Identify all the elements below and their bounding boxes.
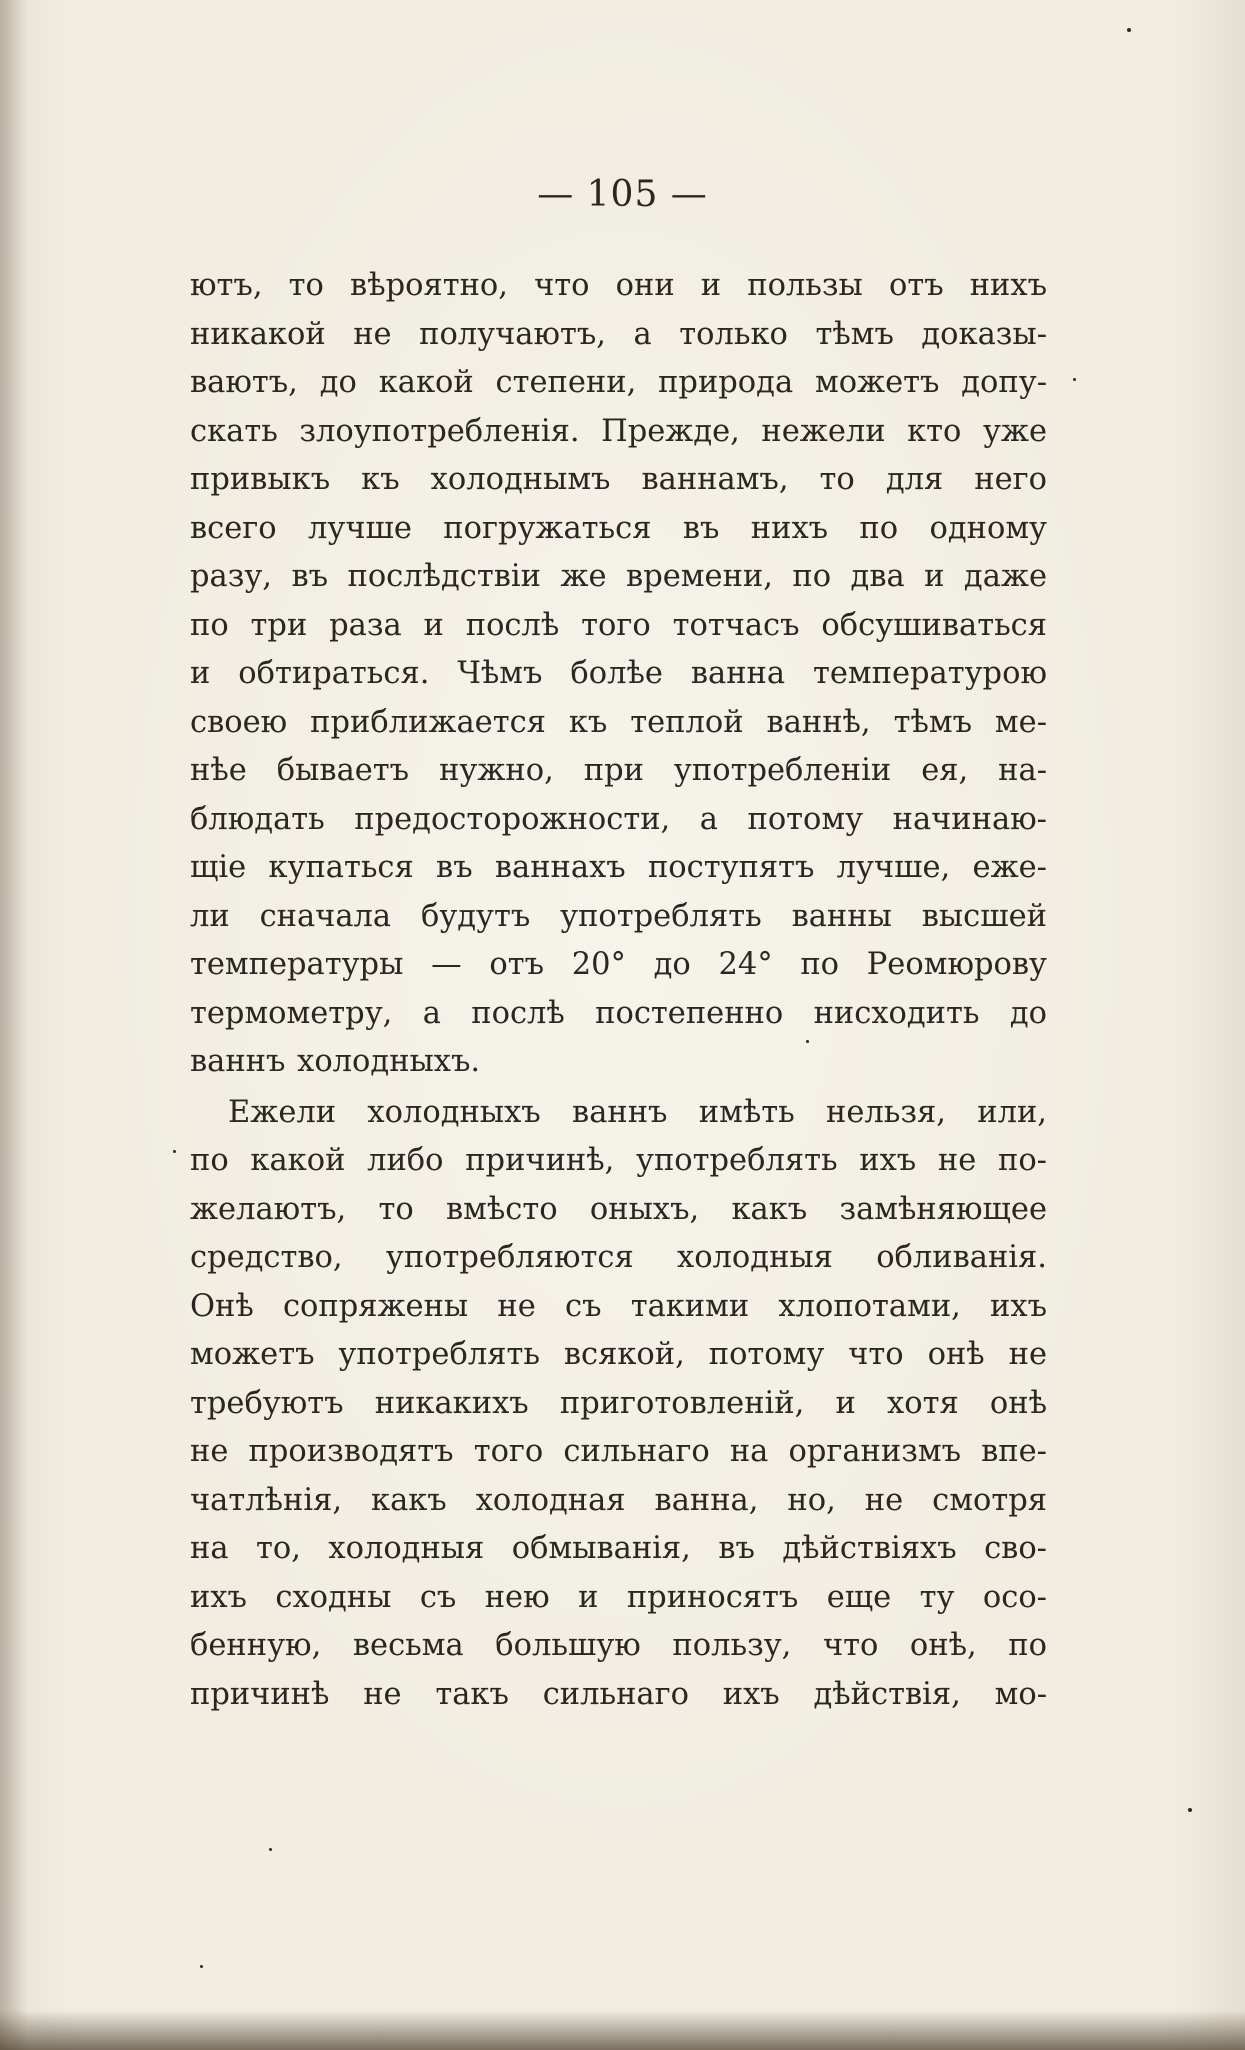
text-line: скать злоупотребленія. Прежде, нежели кто уже — [190, 413, 1047, 449]
text-line: щіе купаться въ ваннахъ поступятъ лучше, еже- — [190, 850, 1047, 885]
text-line: Онѣ сопряжены не съ такими хлопотами, ихъ — [190, 1288, 1047, 1324]
text-line: термометру, а послѣ постепенно нисходить до — [190, 995, 1047, 1031]
text-line: всего лучше погружаться въ нихъ по одному — [190, 510, 1047, 546]
text-line: ваннъ холодныхъ. — [190, 1044, 481, 1079]
text-line: бенную, весьма большую пользу, что онѣ, по — [190, 1628, 1047, 1663]
text-line: Ежели холодныхъ ваннъ имѣть нельзя, или, — [228, 1094, 1047, 1130]
paper-speck — [1188, 1808, 1192, 1812]
text-line: ли сначала будутъ употреблять ванны высшей — [190, 898, 1047, 934]
text-line: и обтираться. Чѣмъ болѣе ванна температурою — [190, 656, 1047, 691]
paper-speck — [173, 1150, 176, 1153]
text-line: никакой не получаютъ, а только тѣмъ доказы- — [190, 316, 1047, 352]
text-line: желаютъ, то вмѣсто оныхъ, какъ замѣняющее — [190, 1191, 1047, 1227]
text-line: чатлѣнія, какъ холодная ванна, но, не смотря — [190, 1482, 1047, 1518]
text-line: привыкъ къ холоднымъ ваннамъ, то для него — [190, 462, 1047, 497]
paragraph-2 — [190, 1089, 1047, 1720]
text-line: ваютъ, до какой степени, природа можетъ допу- — [190, 365, 1047, 400]
text-line: нѣе бываетъ нужно, при употребленіи ея, на- — [190, 753, 1047, 788]
text-line: ихъ сходны съ нею и приносятъ еще ту осо- — [190, 1579, 1047, 1615]
text-line: блюдать предосторожности, а потому начинаю- — [190, 801, 1047, 837]
page-gutter-shadow — [0, 0, 28, 2050]
text-line: своею приближается къ теплой ваннѣ, тѣмъ ме- — [190, 704, 1047, 740]
text-line: средство, употребляются холодныя обливанія. — [190, 1240, 1047, 1275]
page-bottom-edge — [0, 2010, 1245, 2050]
paper-speck — [806, 1040, 809, 1043]
text-line: температуры — отъ 20° до 24° по Реомюрову — [190, 947, 1047, 982]
body-text — [190, 262, 1047, 1719]
text-line: причинѣ не такъ сильнаго ихъ дѣйствія, мо- — [190, 1676, 1047, 1712]
text-line: требуютъ никакихъ приготовленій, и хотя онѣ — [190, 1385, 1047, 1421]
paper-speck — [1127, 28, 1131, 32]
text-line: не производятъ того сильнаго на организмъ впе- — [190, 1434, 1047, 1469]
paper-speck — [269, 1848, 272, 1851]
text-line: по три раза и послѣ того тотчасъ обсушиваться — [190, 607, 1047, 643]
paper-speck — [200, 1965, 203, 1968]
paper-speck — [1073, 378, 1076, 381]
text-line: по какой либо причинѣ, употреблять ихъ не по- — [190, 1143, 1047, 1178]
paragraph-1 — [190, 262, 1047, 1087]
page-number: — 105 — — [537, 174, 708, 215]
text-line: на то, холодныя обмыванія, въ дѣйствіяхъ сво- — [190, 1531, 1047, 1566]
text-line: можетъ употреблять всякой, потому что онѣ не — [190, 1337, 1047, 1372]
text-line: ютъ, то вѣроятно, что они и пользы отъ нихъ — [190, 268, 1047, 303]
text-line: разу, въ послѣдствіи же времени, по два и даже — [190, 559, 1047, 594]
